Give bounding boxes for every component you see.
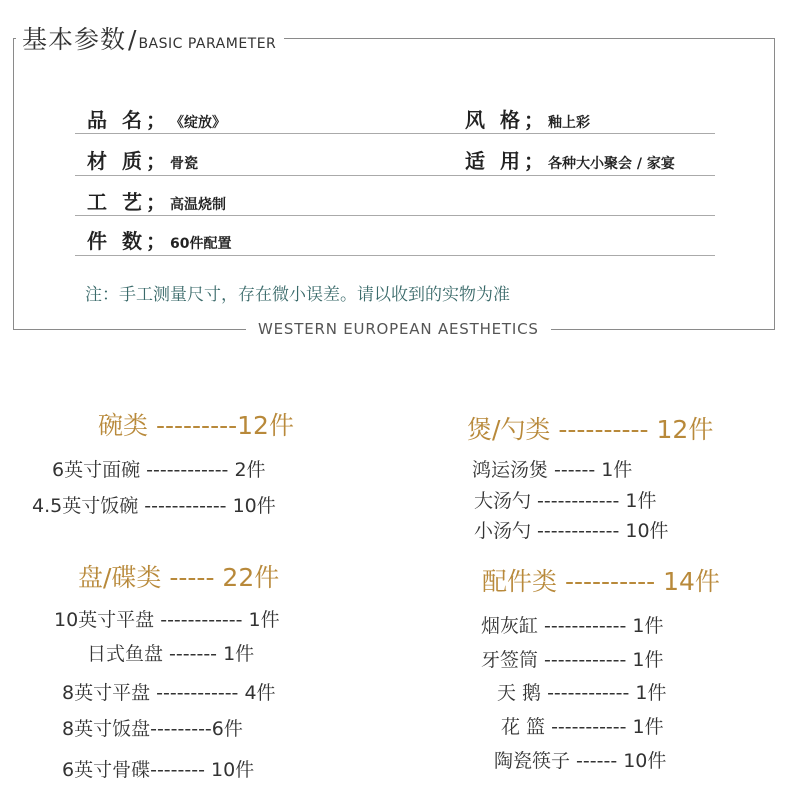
section-accessories-title: 配件类 ---------- 14件 (482, 567, 720, 596)
plates-item: 10英寸平盘 ------------ 1件 (54, 609, 280, 631)
plates-item: 8英寸饭盘---------6件 (62, 718, 243, 740)
param-usage (465, 145, 675, 174)
pots-item: 鸿运汤煲 ------ 1件 (472, 459, 633, 481)
row-divider (75, 133, 715, 134)
param-usage-value: 各种大小聚会 / 家宴 (547, 156, 675, 172)
param-name (87, 104, 226, 133)
param-craft-value: 高温烧制 (169, 197, 226, 213)
param-usage-label: 适 用； (465, 149, 548, 173)
plates-item: 6英寸骨碟-------- 10件 (62, 759, 255, 781)
accessories-item: 牙签筒 ------------ 1件 (481, 649, 664, 671)
row-divider (75, 255, 715, 256)
section-pots-title: 煲/勺类 ---------- 12件 (467, 415, 714, 444)
footer-tagline: WESTERN EUROPEAN AESTHETICS (246, 320, 551, 338)
header-title (16, 20, 284, 56)
plates-item: 8英寸平盘 ------------ 4件 (62, 682, 276, 704)
param-name-label: 品 名； (87, 108, 170, 132)
row-divider (75, 215, 715, 216)
param-count (87, 225, 231, 254)
param-material-value: 骨瓷 (169, 156, 198, 172)
title-slash: / (128, 25, 137, 54)
measurement-note: 注：手工测量尺寸，存在微小误差。请以收到的实物为准 (85, 285, 510, 305)
accessories-item: 花 篮 ----------- 1件 (501, 716, 664, 738)
param-style-value: 釉上彩 (547, 115, 590, 131)
title-chinese: 基本参数 (22, 25, 127, 54)
plates-item: 日式鱼盘 ------- 1件 (87, 643, 255, 665)
bowls-item: 4.5英寸饭碗 ------------ 10件 (32, 495, 276, 517)
param-craft (87, 186, 226, 215)
param-material-label: 材 质； (87, 149, 170, 173)
param-style-label: 风 格； (465, 108, 548, 132)
title-english: BASIC PARAMETER (138, 36, 277, 52)
param-craft-label: 工 艺； (87, 190, 170, 214)
accessories-item: 天 鹅 ------------ 1件 (497, 682, 667, 704)
param-style (465, 104, 590, 133)
param-name-value: 《绽放》 (169, 115, 226, 131)
row-divider (75, 175, 715, 176)
param-material (87, 145, 198, 174)
param-count-value: 60件配置 (169, 236, 232, 252)
section-bowls-title: 碗类 ---------12件 (98, 411, 294, 440)
pots-item: 大汤勺 ------------ 1件 (474, 490, 657, 512)
accessories-item: 烟灰缸 ------------ 1件 (481, 615, 664, 637)
accessories-item: 陶瓷筷子 ------ 10件 (494, 750, 667, 772)
param-count-label: 件 数； (87, 229, 170, 253)
bowls-item: 6英寸面碗 ------------ 2件 (52, 459, 266, 481)
section-plates-title: 盘/碟类 ----- 22件 (78, 563, 280, 592)
pots-item: 小汤勺 ------------ 10件 (474, 520, 669, 542)
